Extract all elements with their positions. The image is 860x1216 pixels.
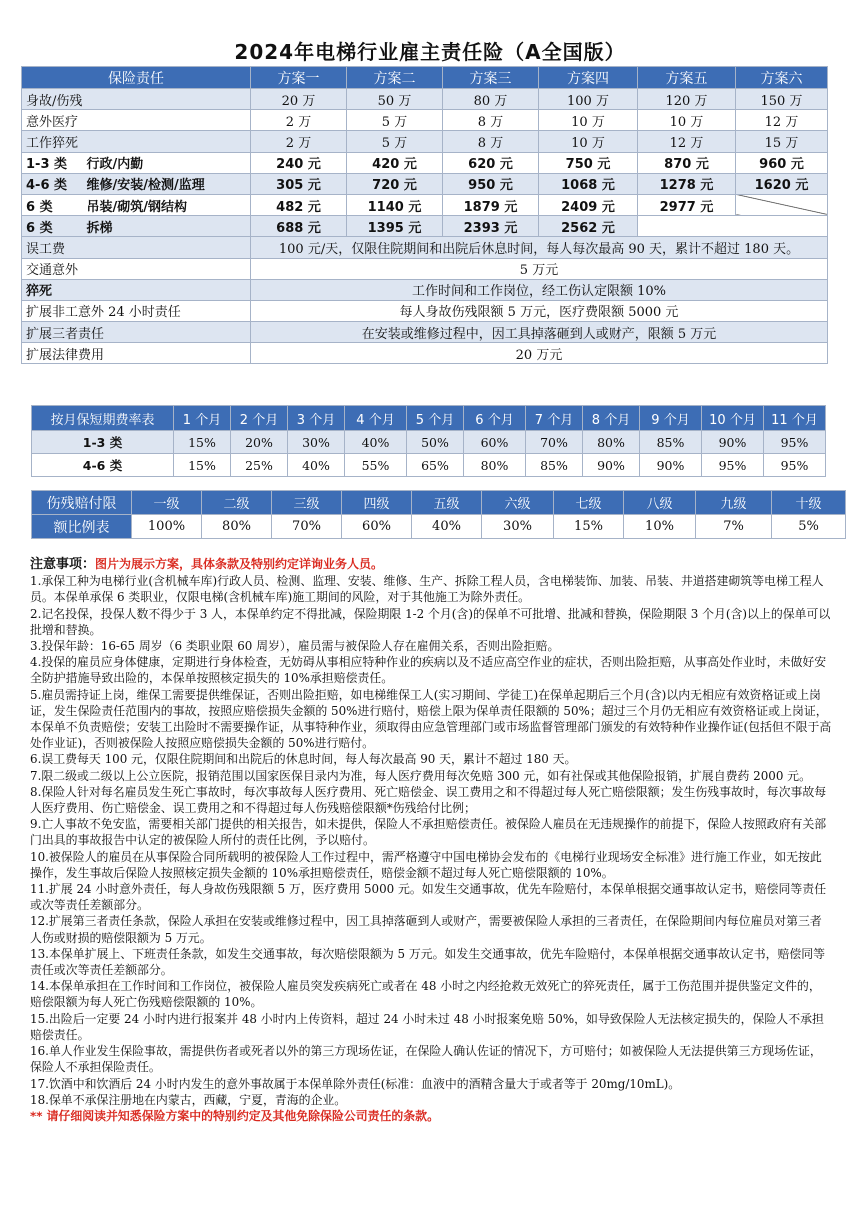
value-cell: 5 万 [347, 131, 443, 152]
value-cell: 50 万 [347, 89, 443, 110]
premium-cell: 620 元 [443, 152, 539, 173]
rate-cell: 95% [702, 454, 764, 477]
header-cell: 方案四 [539, 67, 638, 89]
extra-value: 5 万元 [251, 258, 828, 279]
rate-cell: 30% [288, 431, 345, 454]
note-item: 3.投保年龄：16-65 周岁（6 类职业限 60 周岁），雇员需与被保险人存在雇佣关系，否则出险拒赔。 [30, 639, 560, 654]
ratio-cell: 5% [772, 515, 846, 539]
header-cell: 10 个月 [702, 406, 764, 431]
note-item: 17.饮酒中和饮酒后 24 小时内发生的意外事故属于本保单除外责任(标准：血液中的酒精含量大于或者等于 20mg/10mL)。 [30, 1076, 681, 1091]
header-cell: 11 个月 [764, 406, 826, 431]
note-item: 8.保险人针对每名雇员发生死亡事故时，每次事故每人医疗费用、死亡赔偿金、误工费用之和不得超过每人死亡赔偿限额；发生伤残事故时，每次事故每人医疗费用、伤亡赔偿金、误工费用之和不得超过每人伤残赔偿限额*伤残给付比例； [30, 784, 827, 816]
ratio-cell: 30% [482, 515, 554, 539]
premium-cell: 960 元 [736, 152, 828, 173]
header-cell: 9 个月 [640, 406, 702, 431]
row-label: 扩展法律费用 [22, 343, 251, 364]
premium-cell: 1140 元 [347, 194, 443, 215]
note-item: 12.扩展第三者责任条款，保险人承担在安装或维修过程中，因工具掉落砸到人或财产，需要被保险人承担的三者责任，在保险期间内每位雇员对第三者人伤或财损的赔偿限额为 5 万元。 [30, 914, 822, 945]
rate-cell: 85% [640, 431, 702, 454]
header-cell: 按月保短期费率表 [32, 406, 174, 431]
note-item: 15.出险后一定要 24 小时内进行报案并 48 小时内上传资料，超过 24 小时未过 48 小时报案免赔 50%，如导致保险人无法核定损失的，保险人不承担赔偿责任。 [30, 1011, 824, 1042]
value-cell: 15 万 [736, 131, 828, 152]
not-available-cell [736, 194, 828, 215]
value-cell: 5 万 [347, 110, 443, 131]
extra-row [22, 343, 828, 364]
value-cell: 10 万 [638, 110, 736, 131]
rate-header-row [32, 406, 826, 431]
header-cell: 方案三 [443, 67, 539, 89]
class-label: 6 类 [22, 216, 85, 237]
level-cell: 四级 [342, 491, 412, 515]
header-cell: 8 个月 [583, 406, 640, 431]
row-label: 工作猝死 [22, 131, 251, 152]
value-cell: 2 万 [251, 131, 347, 152]
rate-cell: 20% [231, 431, 288, 454]
rate-cell: 60% [464, 431, 526, 454]
header-cell: 1 个月 [174, 406, 231, 431]
disability-label: 额比例表 [32, 515, 132, 539]
premium-cell: 2977 元 [638, 194, 736, 215]
premium-row [22, 152, 828, 173]
rate-cell: 95% [764, 454, 826, 477]
note-item: 9.亡人事故不免安监，需要相关部门提供的相关报告，如未提供，保险人不承担赔偿责任。被保险人雇员在无违规操作的前提下，保险人按照政府有关部门出具的事故报告中认定的被保险人所付的责任比例，予以赔付。 [30, 817, 827, 848]
note-item: 2.记名投保，投保人数不得少于 3 人，本保单约定不得批减，保险期限 1-2 个月(含)的保单不可批增、批减和替换，保险期限 3 个月(含)以上的保单可以批增和替换。 [30, 606, 831, 637]
note-item: 7.限二级或二级以上公立医院，报销范围以国家医保目录内为准，每人医疗费用每次免赔 300 元，如有社保或其他保险报销，扩展自费药 2000 元。 [30, 768, 811, 783]
premium-cell: 2409 元 [539, 194, 638, 215]
extra-value: 100 元/天，仅限住院期间和出院后休息时间，每人每次最高 90 天，累计不超过 180 天。 [251, 237, 828, 258]
header-cell: 方案五 [638, 67, 736, 89]
rate-cell: 65% [407, 454, 464, 477]
extra-row [22, 300, 828, 321]
premium-cell: 1278 元 [638, 173, 736, 194]
premium-cell: 870 元 [638, 152, 736, 173]
extra-value: 每人身故伤残限额 5 万元，医疗费限额 5000 元 [251, 300, 828, 321]
premium-cell: 720 元 [347, 173, 443, 194]
level-cell: 一级 [132, 491, 202, 515]
rate-cell: 40% [288, 454, 345, 477]
header-cell: 5 个月 [407, 406, 464, 431]
level-cell: 六级 [482, 491, 554, 515]
header-cell: 7 个月 [526, 406, 583, 431]
extra-row [22, 322, 828, 343]
job-label: 拆梯 [85, 216, 251, 237]
premium-row [22, 216, 828, 237]
value-cell: 8 万 [443, 131, 539, 152]
level-cell: 八级 [624, 491, 696, 515]
coverage-row [22, 110, 828, 131]
premium-cell: 420 元 [347, 152, 443, 173]
premium-cell: 688 元 [251, 216, 347, 237]
rate-cell: 80% [583, 431, 640, 454]
notes-footer: ** 请仔细阅读并知悉保险方案中的特别约定及其他免除保险公司责任的条款。 [30, 1108, 439, 1123]
level-cell: 九级 [696, 491, 772, 515]
coverage-header-row [22, 67, 828, 89]
value-cell: 12 万 [736, 110, 828, 131]
note-item: 5.雇员需持证上岗，维保工需要提供维保证，否则出险拒赔，如电梯维保工人(实习期间、学徒工)在保单起期后三个月(含)以内无相应有效资格证或上岗证，发生保险责任范围内的事故，按照应赔偿损失金额的 50%进行赔付，赔偿上限为保单责任限额的 50%；超过三个月仍无相应有效资格证或上岗证，本保单不负责赔偿；安装工出险时不需要操作证，从事特种作业，须取得由应急管理部门或市场监督管理部门颁发的有效特种作业操作证(包括但不限于高处作业证)，否则被保险人按照应赔偿损失金额的 50%进行赔付。 [30, 687, 832, 751]
header-cell: 方案六 [736, 67, 828, 89]
value-cell: 2 万 [251, 110, 347, 131]
note-item: 10.被保险人的雇员在从事保险合同所载明的被保险人工作过程中，需严格遵守中国电梯协会发布的《电梯行业现场安全标准》进行施工作业，如无按此操作，发生事故后保险人按照核定损失金额的 10%承担赔偿责任，赔偿金额不超过每人死亡赔偿限额的 10%。 [30, 849, 822, 880]
header-cell: 方案一 [251, 67, 347, 89]
row-label: 误工费 [22, 237, 251, 258]
coverage-table [21, 66, 828, 364]
short-term-rate-table [31, 405, 826, 477]
value-cell: 80 万 [443, 89, 539, 110]
ratio-cell: 10% [624, 515, 696, 539]
row-label: 猝死 [22, 279, 251, 300]
rate-cell: 90% [583, 454, 640, 477]
extra-value: 工作时间和工作岗位，经工伤认定限额 10% [251, 279, 828, 300]
rate-cell: 55% [345, 454, 407, 477]
value-cell: 10 万 [539, 131, 638, 152]
ratio-cell: 80% [202, 515, 272, 539]
extra-row [22, 279, 828, 300]
notes-section [30, 556, 832, 1124]
value-cell: 100 万 [539, 89, 638, 110]
level-cell: 三级 [272, 491, 342, 515]
class-label: 4-6 类 [22, 173, 85, 194]
header-cell: 方案二 [347, 67, 443, 89]
premium-cell: 1068 元 [539, 173, 638, 194]
disability-ratio-table [31, 490, 846, 539]
coverage-row [22, 89, 828, 110]
not-available-cell [638, 216, 828, 237]
header-cell: 3 个月 [288, 406, 345, 431]
value-cell: 12 万 [638, 131, 736, 152]
notes-title: 注意事项： [30, 557, 96, 572]
ratio-cell: 15% [554, 515, 624, 539]
note-item: 18.保单不承保注册地在内蒙古，西藏，宁夏，青海的企业。 [30, 1092, 347, 1107]
extra-value: 在安装或维修过程中，因工具掉落砸到人或财产，限额 5 万元 [251, 322, 828, 343]
level-cell: 二级 [202, 491, 272, 515]
ratio-cell: 60% [342, 515, 412, 539]
job-label: 维修/安装/检测/监理 [85, 173, 251, 194]
value-cell: 10 万 [539, 110, 638, 131]
job-label: 行政/内勤 [85, 152, 251, 173]
rate-cell: 25% [231, 454, 288, 477]
row-label: 1-3 类 [32, 431, 174, 454]
notes-heading [30, 556, 832, 573]
premium-cell: 950 元 [443, 173, 539, 194]
premium-cell: 240 元 [251, 152, 347, 173]
rate-cell: 90% [640, 454, 702, 477]
disability-label: 伤残赔付限 [32, 491, 132, 515]
rate-cell: 50% [407, 431, 464, 454]
premium-row [22, 173, 828, 194]
level-cell: 七级 [554, 491, 624, 515]
class-label: 1-3 类 [22, 152, 85, 173]
ratio-cell: 7% [696, 515, 772, 539]
ratio-cell: 70% [272, 515, 342, 539]
page-title: 2024年电梯行业雇主责任险（A全国版） [234, 40, 626, 64]
row-label: 身故/伤残 [22, 89, 251, 110]
note-item: 1.承保工种为电梯行业(含机械车库)行政人员、检测、监理、安装、维修、生产、拆除工程人员，含电梯装饰、加装、吊装、井道搭建砌筑等电梯工程人员。本保单承保 6 类职业，仅限电梯(含机械车库)施工期间的风险，对于其他施工为除外责任。 [30, 574, 824, 605]
header-cell: 4 个月 [345, 406, 407, 431]
extra-row [22, 237, 828, 258]
value-cell: 150 万 [736, 89, 828, 110]
rate-cell: 90% [702, 431, 764, 454]
rate-cell: 70% [526, 431, 583, 454]
premium-cell: 482 元 [251, 194, 347, 215]
header-cell: 6 个月 [464, 406, 526, 431]
ratio-cell: 40% [412, 515, 482, 539]
note-item: 13.本保单扩展上、下班责任条款，如发生交通事故，每次赔偿限额为 5 万元。如发生交通事故，优先车险赔付，本保单根据交通事故认定书，赔偿同等责任或次等责任差额部分。 [30, 946, 826, 978]
value-cell: 120 万 [638, 89, 736, 110]
rate-row [32, 431, 826, 454]
premium-cell: 305 元 [251, 173, 347, 194]
note-item: 16.单人作业发生保险事故，需提供伤者或死者以外的第三方现场佐证，在保险人确认佐证的情况下，方可赔付；如被保险人无法提供第三方现场佐证，保险人不承担保险责任。 [30, 1044, 822, 1075]
value-cell: 8 万 [443, 110, 539, 131]
rate-cell: 40% [345, 431, 407, 454]
notes-warning: 图片为展示方案，具体条款及特别约定详询业务人员。 [95, 557, 384, 571]
row-label: 交通意外 [22, 258, 251, 279]
note-item: 4.投保的雇员应身体健康，定期进行身体检查，无妨碍从事相应特种作业的疾病以及不适应高空作业的症状，否则出险拒赔，从事高处作业时，未做好安全防护措施导致出险的，本保单按照核定损失的 10%承担赔偿责任。 [30, 655, 827, 686]
rate-cell: 85% [526, 454, 583, 477]
ratio-cell: 100% [132, 515, 202, 539]
extra-row [22, 258, 828, 279]
premium-cell: 2393 元 [443, 216, 539, 237]
coverage-row [22, 131, 828, 152]
note-item: 6.误工费每天 100 元，仅限住院期间和出院后的休息时间，每人每次最高 90 天，累计不超过 180 天。 [30, 752, 577, 767]
rate-row [32, 454, 826, 477]
disability-ratio-row [32, 515, 846, 539]
rate-cell: 15% [174, 431, 231, 454]
premium-cell: 750 元 [539, 152, 638, 173]
job-label: 吊装/砌筑/钢结构 [85, 194, 251, 215]
premium-cell: 1620 元 [736, 173, 828, 194]
rate-cell: 15% [174, 454, 231, 477]
row-label: 4-6 类 [32, 454, 174, 477]
header-cell: 保险责任 [22, 67, 251, 89]
premium-cell: 1395 元 [347, 216, 443, 237]
note-item: 11.扩展 24 小时意外责任，每人身故伤残限额 5 万，医疗费用 5000 元。如发生交通事故，优先车险赔付，本保单根据交通事故认定书，赔偿同等责任或次等责任差额部分。 [30, 882, 827, 913]
level-cell: 五级 [412, 491, 482, 515]
premium-cell: 1879 元 [443, 194, 539, 215]
row-label: 扩展三者责任 [22, 322, 251, 343]
rate-cell: 80% [464, 454, 526, 477]
rate-cell: 95% [764, 431, 826, 454]
class-label: 6 类 [22, 194, 85, 215]
extra-value: 20 万元 [251, 343, 828, 364]
note-item: 14.本保单承担在工作时间和工作岗位，被保险人雇员突发疾病死亡或者在 48 小时之内经抢救无效死亡的猝死责任，属于工伤范围并提供鉴定文件的，赔偿限额为每人死亡伤残赔偿限额的 10%。 [30, 979, 821, 1010]
value-cell: 20 万 [251, 89, 347, 110]
row-label: 扩展非工意外 24 小时责任 [22, 300, 251, 321]
premium-row [22, 194, 828, 215]
premium-cell: 2562 元 [539, 216, 638, 237]
row-label: 意外医疗 [22, 110, 251, 131]
header-cell: 2 个月 [231, 406, 288, 431]
disability-level-row [32, 491, 846, 515]
level-cell: 十级 [772, 491, 846, 515]
